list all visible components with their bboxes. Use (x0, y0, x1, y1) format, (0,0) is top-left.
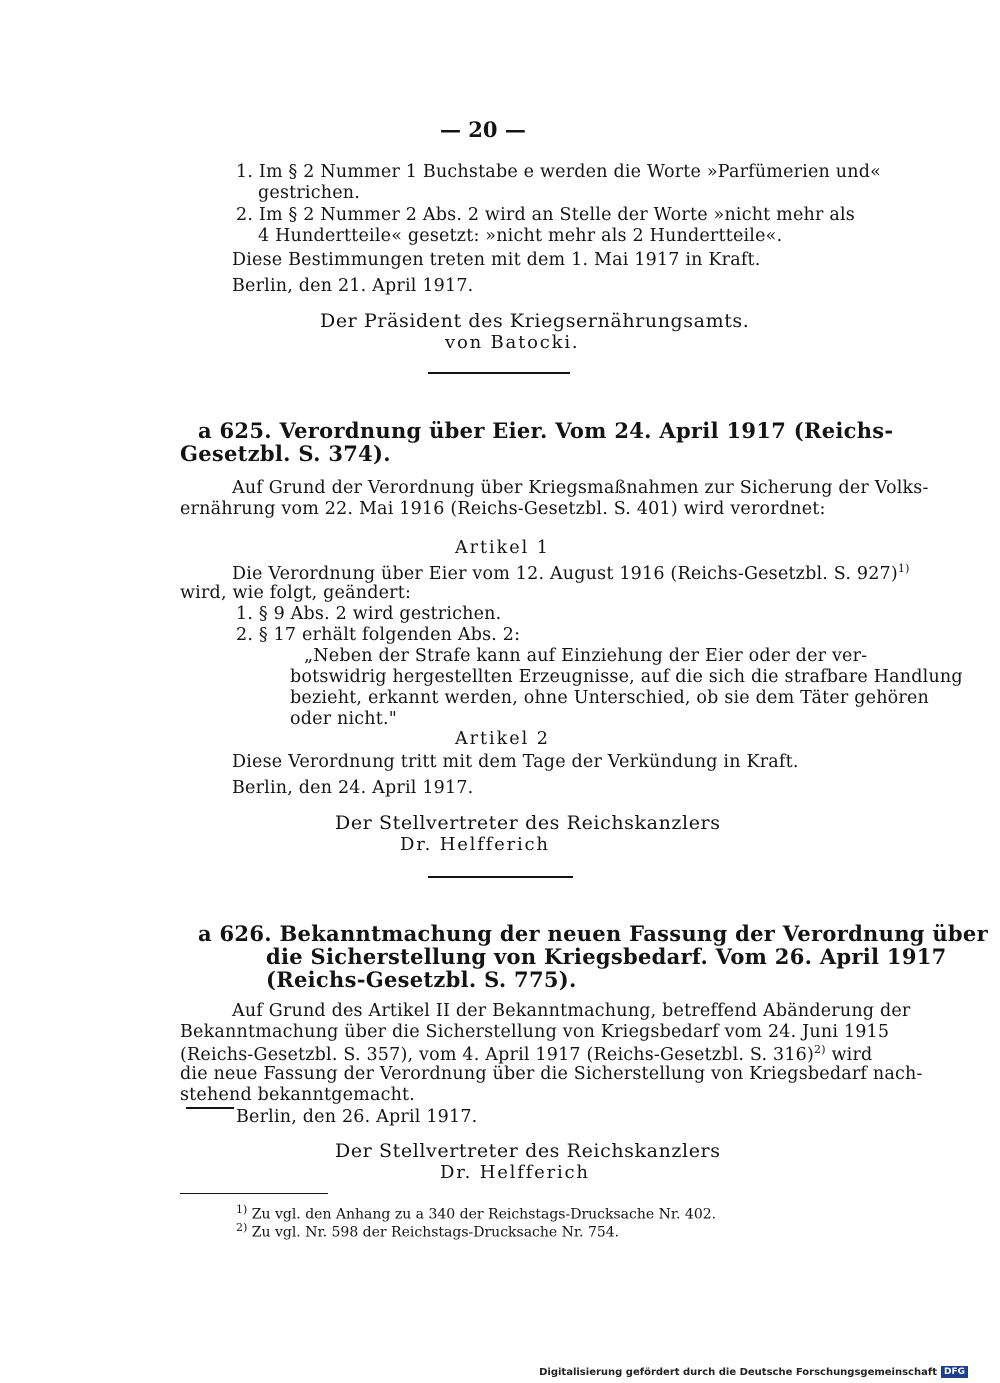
intro-item-1-cont: gestrichen. (258, 183, 360, 203)
a625-art1-line1: Die Verordnung über Eier vom 12. August 1916 (Reichs-Gesetzbl. S. 927)$^{1)}$ (232, 562, 910, 584)
a626-heading-line3: (Reichs-Gesetzbl. S. 775). (266, 967, 577, 992)
intro-signatory-name: von Batocki. (445, 332, 580, 353)
a625-art1-item1: 1. § 9 Abs. 2 wird gestrichen. (236, 604, 502, 624)
footnote-ref-1: 1) (897, 562, 910, 575)
a625-artikel-2: Artikel 2 (455, 729, 550, 749)
footnote-ref-2: 2) (814, 1043, 826, 1056)
pencil-underline-mark (186, 1107, 234, 1109)
a626-body-line3: (Reichs-Gesetzbl. S. 357), vom 4. April 1917 (Reichs-Gesetzbl. S. 316)$^{2)}$ wird (180, 1043, 873, 1065)
intro-signatory-title: Der Präsident des Kriegsernährungsamts. (320, 310, 750, 332)
footnote-rule (180, 1193, 328, 1194)
a625-art1-item2: 2. § 17 erhält folgenden Abs. 2: (236, 625, 521, 645)
a625-quote-line1: „Neben der Strafe kann auf Einziehung der Eier oder der ver- (304, 646, 868, 666)
intro-item-2: 2. Im § 2 Nummer 2 Abs. 2 wird an Stelle der Worte »nicht mehr als (236, 205, 855, 225)
a625-quote-line3: bezieht, erkannt werden, ohne Unterschied, ob sie dem Täter gehören (290, 688, 930, 708)
section-divider (428, 372, 570, 374)
a626-heading-line2: die Sicherstellung von Kriegsbedarf. Vom 26. April 1917 (266, 944, 947, 969)
footer-text: Digitalisierung gefördert durch die Deutsche Forschungsgemeinschaft (539, 1366, 937, 1378)
a626-signatory-title: Der Stellvertreter des Reichskanzlers (335, 1140, 721, 1162)
intro-item-1: 1. Im § 2 Nummer 1 Buchstabe e werden die Worte »Parfümerien und« (236, 162, 882, 182)
a626-ort-datum: Berlin, den 26. April 1917. (236, 1107, 478, 1127)
dfg-logo-icon: DFG (941, 1366, 968, 1378)
a625-signatory-title: Der Stellvertreter des Reichskanzlers (335, 812, 721, 834)
a626-body-line5: stehend bekanntgemacht. (180, 1085, 416, 1105)
a625-art2-text: Diese Verordnung tritt mit dem Tage der Verkündung in Kraft. (232, 752, 799, 772)
a626-signatory-name: Dr. Helfferich (440, 1162, 590, 1183)
a625-preamble-line1: Auf Grund der Verordnung über Kriegsmaßnahmen zur Sicherung der Volks- (232, 478, 929, 498)
footnote-2: $^{2)}$ Zu vgl. Nr. 598 der Reichstags-Drucksache Nr. 754. (236, 1221, 620, 1241)
intro-inkraft: Diese Bestimmungen treten mit dem 1. Mai 1917 in Kraft. (232, 250, 761, 270)
intro-ort-datum: Berlin, den 21. April 1917. (232, 276, 474, 296)
a626-body-line2: Bekanntmachung über die Sicherstellung von Kriegsbedarf vom 24. Juni 1915 (180, 1022, 890, 1042)
a626-body-line1: Auf Grund des Artikel II der Bekanntmachung, betreffend Abänderung der (232, 1001, 911, 1021)
a625-heading-line1: a 625. Verordnung über Eier. Vom 24. April 1917 (Reichs- (198, 418, 894, 443)
page-number: — 20 — (440, 117, 526, 142)
a625-heading-line2: Gesetzbl. S. 374). (180, 441, 391, 466)
a626-body-line4: die neue Fassung der Verordnung über die Sicherstellung von Kriegsbedarf nach- (180, 1064, 923, 1084)
a625-ort-datum: Berlin, den 24. April 1917. (232, 778, 474, 798)
a625-artikel-1: Artikel 1 (455, 538, 550, 558)
a625-preamble-line2: ernährung vom 22. Mai 1916 (Reichs-Gesetzbl. S. 401) wird verordnet: (180, 499, 826, 519)
a625-signatory-name: Dr. Helfferich (400, 834, 550, 855)
intro-item-2-cont: 4 Hundertteile« gesetzt: »nicht mehr als 2 Hundertteile«. (258, 226, 783, 246)
a626-heading-line1: a 626. Bekanntmachung der neuen Fassung der Verordnung über (198, 921, 988, 946)
digitization-footer (539, 1366, 968, 1378)
section-divider (428, 876, 573, 878)
footnote-1: $^{1)}$ Zu vgl. den Anhang zu a 340 der Reichstags-Drucksache Nr. 402. (236, 1203, 717, 1223)
a625-art1-line2: wird, wie folgt, geändert: (180, 583, 412, 603)
a625-quote-line4: oder nicht." (290, 709, 398, 729)
a625-quote-line2: botswidrig hergestellten Erzeugnisse, auf die sich die strafbare Handlung (290, 667, 963, 687)
